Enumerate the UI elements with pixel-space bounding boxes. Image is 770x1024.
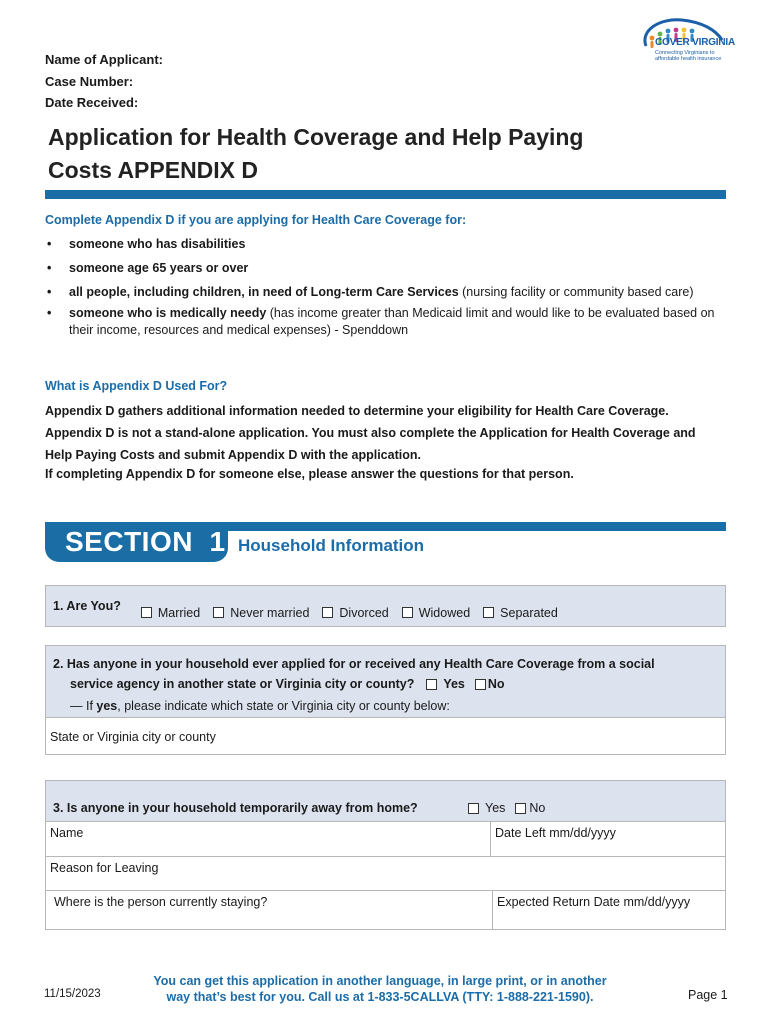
title-line-1: Application for Health Coverage and Help Paying bbox=[48, 124, 584, 150]
list-item bbox=[45, 284, 725, 301]
name-of-applicant-label: Name of Applicant: bbox=[45, 52, 163, 67]
logo-tagline: Connecting Virginians to affordable health insurance bbox=[655, 50, 722, 62]
instruction-prefix: — If bbox=[70, 699, 97, 713]
used-for-someone-else: If completing Appendix D for someone else, please answer the questions for that person. bbox=[45, 467, 574, 481]
option-widowed[interactable] bbox=[402, 599, 470, 626]
title-line-2: Costs APPENDIX D bbox=[48, 157, 259, 183]
question-1 bbox=[45, 585, 726, 627]
section-tab: SECTION 1 bbox=[45, 522, 228, 562]
option-label: Yes bbox=[443, 677, 465, 691]
field-label: Where is the person currently staying? bbox=[54, 895, 268, 909]
option-separated[interactable] bbox=[483, 599, 558, 626]
bullet-bold: someone age 65 years or over bbox=[69, 261, 249, 275]
bullet-bold: someone who is medically needy bbox=[69, 306, 267, 320]
title-divider bbox=[45, 190, 726, 199]
q3-no-option[interactable] bbox=[515, 801, 545, 815]
bullet-rest: (has income greater than Medicaid limit and would like to be evaluated based on their income, resources and medical expenses) - Spenddown bbox=[69, 306, 715, 337]
instruction-bold: yes bbox=[96, 699, 118, 713]
option-label: Separated bbox=[500, 605, 558, 620]
checkbox[interactable] bbox=[468, 803, 479, 814]
option-divorced[interactable] bbox=[322, 599, 388, 626]
option-label: Married bbox=[157, 605, 201, 620]
bullet-bold: all people, including children, in need of Long-term Care Services bbox=[69, 285, 459, 299]
logo-name: COVER VIRGINIA bbox=[655, 37, 735, 48]
date-left-field[interactable] bbox=[490, 821, 726, 857]
option-label: No bbox=[487, 677, 505, 691]
list-item bbox=[45, 236, 725, 253]
footer-note-line-2: way that’s best for you. Call us at 1-833-5CALLVA (TTY: 1-888-221-1590). bbox=[166, 990, 594, 1004]
q3-yes-option[interactable] bbox=[468, 801, 505, 815]
applicant-meta bbox=[45, 49, 163, 114]
question-2-line-2 bbox=[53, 674, 725, 694]
option-married[interactable] bbox=[141, 599, 200, 626]
case-number-label: Case Number: bbox=[45, 73, 134, 89]
footer-note-line-1: You can get this application in another language, in large print, or in another bbox=[153, 974, 607, 988]
option-label: Widowed bbox=[418, 605, 471, 620]
reason-for-leaving-field[interactable] bbox=[45, 856, 726, 891]
state-or-city-field[interactable] bbox=[45, 717, 726, 755]
question-2 bbox=[45, 645, 726, 718]
used-for-body: Appendix D gathers additional information needed to determine your eligibility for Health Care Coverage. Appendix D is not a stand-alone application. You must also complete the Application for Health Coverage and Help Paying Costs and submit Appendix D with the application. bbox=[45, 404, 696, 462]
question-2-line-1: 2. Has anyone in your household ever applied for or received any Health Care Coverage from a social bbox=[53, 657, 655, 671]
option-label: Never married bbox=[230, 605, 310, 620]
name-field[interactable] bbox=[45, 821, 491, 857]
section-title: Household Information bbox=[238, 536, 425, 555]
checkbox[interactable] bbox=[141, 607, 152, 618]
bullet-rest: (nursing facility or community based care) bbox=[458, 285, 694, 299]
footer-date: 11/15/2023 bbox=[44, 988, 101, 1000]
expected-return-date-field[interactable] bbox=[492, 890, 726, 930]
page-title bbox=[48, 121, 648, 187]
question-1-label: 1. Are You? bbox=[53, 599, 121, 613]
q2-no-option[interactable] bbox=[475, 674, 505, 694]
checkbox[interactable] bbox=[402, 607, 413, 618]
bullet-bold: someone who has disabilities bbox=[69, 237, 246, 251]
question-2-text: service agency in another state or Virginia city or county? bbox=[70, 677, 415, 691]
instruction-rest: , please indicate which state or Virginia city or county below: bbox=[117, 699, 450, 713]
page-number: Page 1 bbox=[688, 988, 728, 1002]
option-label: Divorced bbox=[339, 605, 389, 620]
question-2-instruction bbox=[53, 696, 725, 716]
option-label: Yes bbox=[485, 801, 506, 815]
list-item bbox=[45, 260, 725, 277]
field-label: Reason for Leaving bbox=[50, 861, 159, 875]
field-label: Date Left mm/dd/yyyy bbox=[495, 826, 616, 840]
question-3-label: 3. Is anyone in your household temporarily away from home? bbox=[53, 801, 418, 815]
q2-yes-option[interactable] bbox=[426, 674, 465, 694]
field-label: State or Virginia city or county bbox=[50, 730, 216, 744]
checkbox[interactable] bbox=[322, 607, 333, 618]
checkbox[interactable] bbox=[475, 679, 486, 690]
used-for-heading: What is Appendix D Used For? bbox=[45, 379, 228, 393]
question-3 bbox=[45, 780, 726, 822]
checkbox[interactable] bbox=[483, 607, 494, 618]
field-label: Name bbox=[50, 826, 84, 840]
checkbox[interactable] bbox=[426, 679, 437, 690]
checkbox[interactable] bbox=[213, 607, 224, 618]
option-label: No bbox=[529, 801, 546, 815]
date-received-label: Date Received: bbox=[45, 95, 139, 110]
current-location-field[interactable] bbox=[45, 890, 493, 930]
footer-language-note bbox=[130, 973, 630, 1005]
field-label: Expected Return Date mm/dd/yyyy bbox=[497, 895, 691, 909]
option-never-married[interactable] bbox=[213, 599, 309, 626]
list-item bbox=[45, 305, 725, 339]
eligibility-list bbox=[45, 236, 725, 346]
checkbox[interactable] bbox=[515, 803, 526, 814]
intro-heading: Complete Appendix D if you are applying for Health Care Coverage for: bbox=[45, 213, 467, 227]
